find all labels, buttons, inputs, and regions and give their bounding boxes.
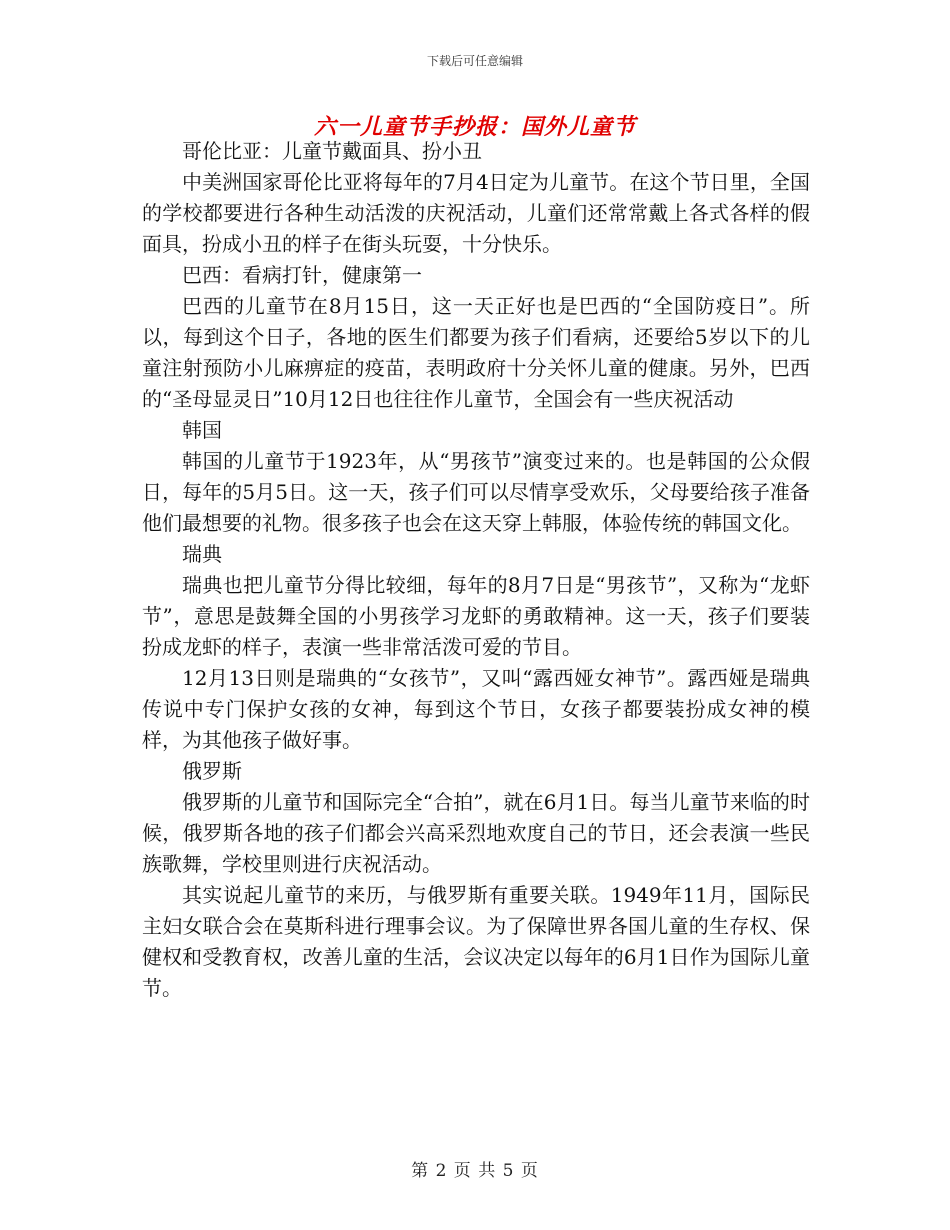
paragraph: 俄罗斯的儿童节和国际完全“合拍”，就在6月1日。每当儿童节来临的时候，俄罗斯各地的孩子们都会兴高采烈地欢度自己的节日，还会表演一些民族歌舞，学校里则进行庆祝活动。 xyxy=(142,790,810,876)
paragraph: 12月13日则是瑞典的“女孩节”，又叫“露西娅女神节”。露西娅是瑞典传说中专门保护女孩的女神，每到这个节日，女孩子都要装扮成女神的模样，为其他孩子做好事。 xyxy=(142,666,810,752)
paragraph: 其实说起儿童节的来历，与俄罗斯有重要关联。1949年11月，国际民主妇女联合会在莫斯科进行理事会议。为了保障世界各国儿童的生存权、保健权和受教育权，改善儿童的生活，会议决定以每年的6月1日作为国际儿童节。 xyxy=(142,883,810,1000)
page-header: 下载后可任意编辑 xyxy=(426,54,523,68)
paragraph: 巴西：看病打针，健康第一 xyxy=(182,263,422,287)
paragraph: 哥伦比亚：儿童节戴面具、扮小丑 xyxy=(182,139,482,163)
paragraph: 瑞典 xyxy=(182,542,222,566)
paragraph: 韩国的儿童节于1923年，从“男孩节”演变过来的。也是韩国的公众假日，每年的5月5日。这一天，孩子们可以尽情享受欢乐，父母要给孩子准备他们最想要的礼物。很多孩子也会在这天穿上韩服，体验传统的韩国文化。 xyxy=(142,449,810,535)
paragraph: 瑞典也把儿童节分得比较细，每年的8月7日是“男孩节”，又称为“龙虾节”，意思是鼓舞全国的小男孩学习龙虾的勇敢精神。这一天，孩子们要装扮成龙虾的样子，表演一些非常活泼可爱的节目。 xyxy=(142,573,810,659)
paragraph: 俄罗斯 xyxy=(182,759,242,783)
document-title: 六一儿童节手抄报：国外儿童节 xyxy=(313,115,636,140)
paragraph: 中美洲国家哥伦比亚将每年的7月4日定为儿童节。在这个节日里，全国的学校都要进行各种生动活泼的庆祝活动，儿童们还常常戴上各式各样的假面具，扮成小丑的样子在街头玩耍，十分快乐。 xyxy=(142,170,810,256)
document-body xyxy=(142,136,810,1004)
paragraph: 巴西的儿童节在8月15日，这一天正好也是巴西的“全国防疫日”。所以，每到这个日子，各地的医生们都要为孩子们看病，还要给5岁以下的儿童注射预防小儿麻痹症的疫苗，表明政府十分关怀儿童的健康。另外，巴西的“圣母显灵日”10月12日也往往作儿童节，全国会有一些庆祝活动 xyxy=(142,294,810,411)
paragraph: 韩国 xyxy=(182,418,222,442)
page-footer: 第 2 页 共 5 页 xyxy=(411,1161,539,1181)
